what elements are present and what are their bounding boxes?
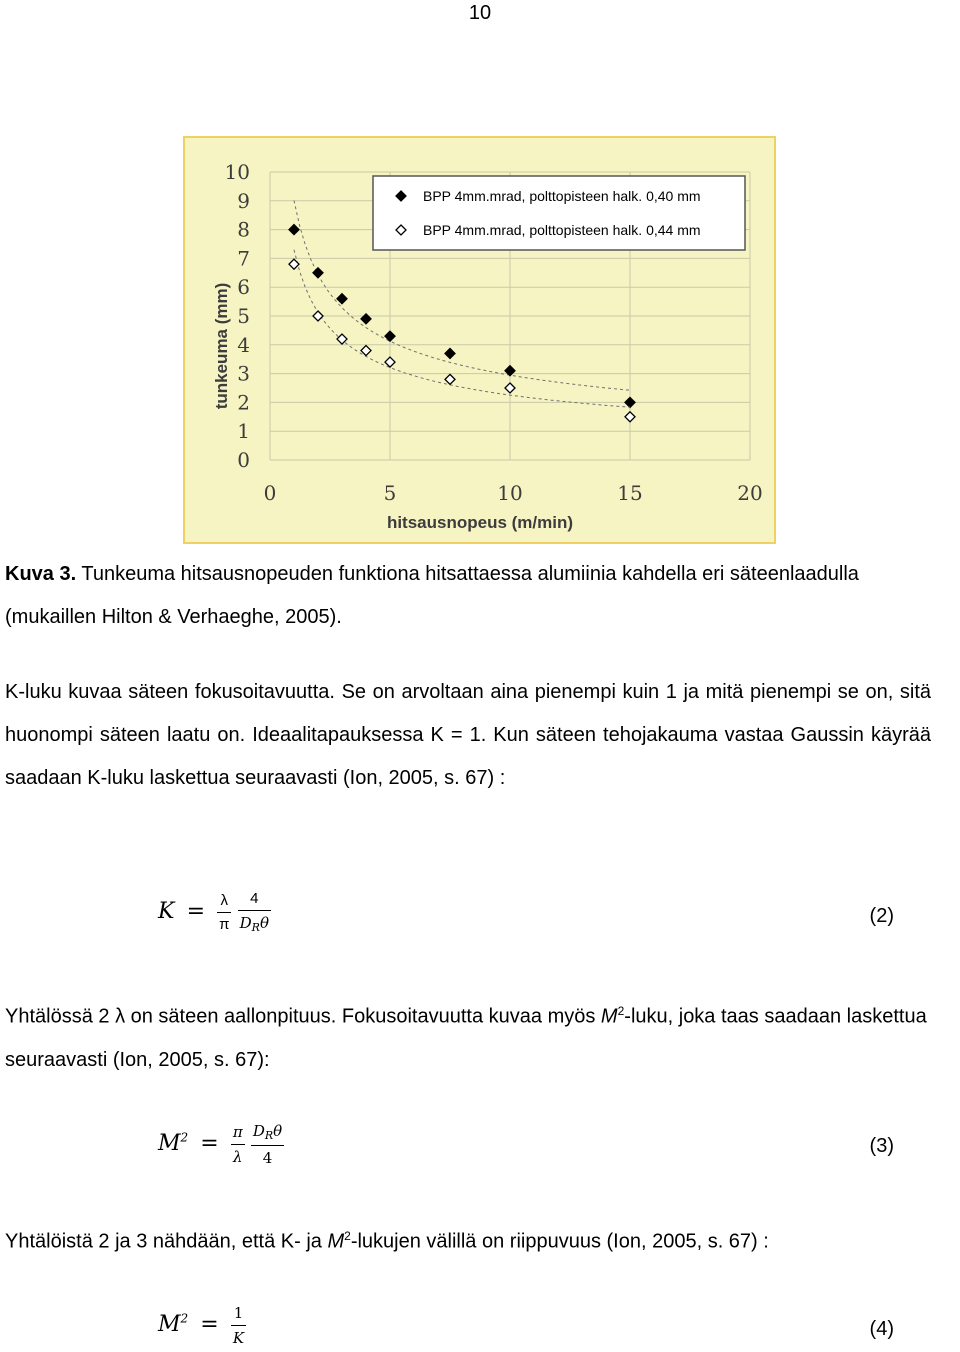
caption-text: Tunkeuma hitsausnopeuden funktiona hitsattaessa alumiinia kahdella eri säteenlaadulla (mukaillen Hilton & Verhaeghe, 2005). bbox=[5, 563, 859, 628]
y-tick-label: 7 bbox=[237, 246, 250, 271]
y-tick-label: 5 bbox=[237, 304, 250, 328]
eq4-lhs: $M^2$ bbox=[158, 1311, 189, 1338]
y-tick-label: 4 bbox=[237, 332, 250, 357]
eq2-lhs: K bbox=[158, 898, 175, 924]
paragraph-relation: Yhtälöistä 2 ja 3 nähdään, että K- ja $M^2$-lukujen välillä on riippuvuus (Ion, 2005, s. 67) : bbox=[5, 1229, 769, 1253]
equation-2-number: (2) bbox=[869, 905, 894, 927]
eq3-fraction-2: $\frac{D_R\theta}{4}$ bbox=[252, 1122, 283, 1167]
y-tick-label: 6 bbox=[237, 275, 250, 300]
equation-3 bbox=[158, 1122, 284, 1167]
y-tick-label: 0 bbox=[237, 448, 250, 472]
eq2-fraction-2: $\frac{4}{D_R\theta}$ bbox=[239, 890, 269, 934]
eq4-fraction: $\frac{1}{K}$ bbox=[232, 1304, 245, 1347]
paragraph-k-number: K-luku kuvaa säteen fokusoitavuutta. Se on arvoltaan aina pienempi kuin 1 ja mitä pienempi se on, sitä huonompi säteen laatu on. Ideaalitapauksessa K = 1. Kun säteen tehojakauma vastaa Gaussin käyrää saadaan K-luku laskettua seuraavasti (Ion, 2005, s. 67) : bbox=[5, 681, 931, 789]
y-tick-label: 10 bbox=[224, 160, 250, 184]
x-axis-label: hitsausnopeus (m/min) bbox=[386, 513, 574, 532]
page-number: 10 bbox=[468, 2, 492, 24]
equation-4-number: (4) bbox=[869, 1318, 894, 1340]
equation-3-number: (3) bbox=[869, 1135, 894, 1157]
eq3-equals: = bbox=[200, 1131, 219, 1157]
x-tick-label: 0 bbox=[263, 481, 277, 505]
y-tick-label: 1 bbox=[237, 419, 250, 444]
y-tick-label: 3 bbox=[237, 361, 250, 386]
legend-label-series-2: BPP 4mm.mrad, polttopisteen halk. 0,44 mm bbox=[423, 222, 701, 238]
equation-4 bbox=[158, 1304, 246, 1347]
eq3-lhs: $M^2$ bbox=[158, 1130, 189, 1157]
eq3-fraction-1: $\frac{\pi}{\lambda}$ bbox=[232, 1123, 243, 1166]
x-tick-label: 5 bbox=[383, 481, 397, 505]
x-tick-label: 15 bbox=[617, 481, 643, 505]
legend-label-series-1: BPP 4mm.mrad, polttopisteen halk. 0,40 mm bbox=[423, 188, 701, 204]
y-tick-label: 9 bbox=[237, 188, 250, 213]
eq4-equals: = bbox=[200, 1312, 219, 1338]
penetration-chart bbox=[183, 136, 776, 544]
figure-caption bbox=[5, 553, 935, 639]
caption-label: Kuva 3. bbox=[5, 563, 77, 585]
eq2-fraction-1: $\frac{\lambda}{\pi}$ bbox=[219, 891, 230, 933]
eq2-equals: = bbox=[186, 898, 205, 924]
x-tick-label: 20 bbox=[737, 481, 763, 505]
paragraph-m2: Yhtälössä 2 λ on säteen aallonpituus. Fokusoitavuutta kuvaa myös $M^2$-luku, joka taas saadaan laskettua seuraavasti (Ion, 2005, s. 67): bbox=[5, 1004, 927, 1071]
y-tick-label: 2 bbox=[237, 390, 250, 415]
y-axis-label: tunkeuma (mm) bbox=[212, 282, 231, 410]
equation-2 bbox=[158, 890, 271, 934]
x-tick-label: 10 bbox=[497, 481, 523, 505]
y-tick-label: 8 bbox=[237, 217, 250, 242]
